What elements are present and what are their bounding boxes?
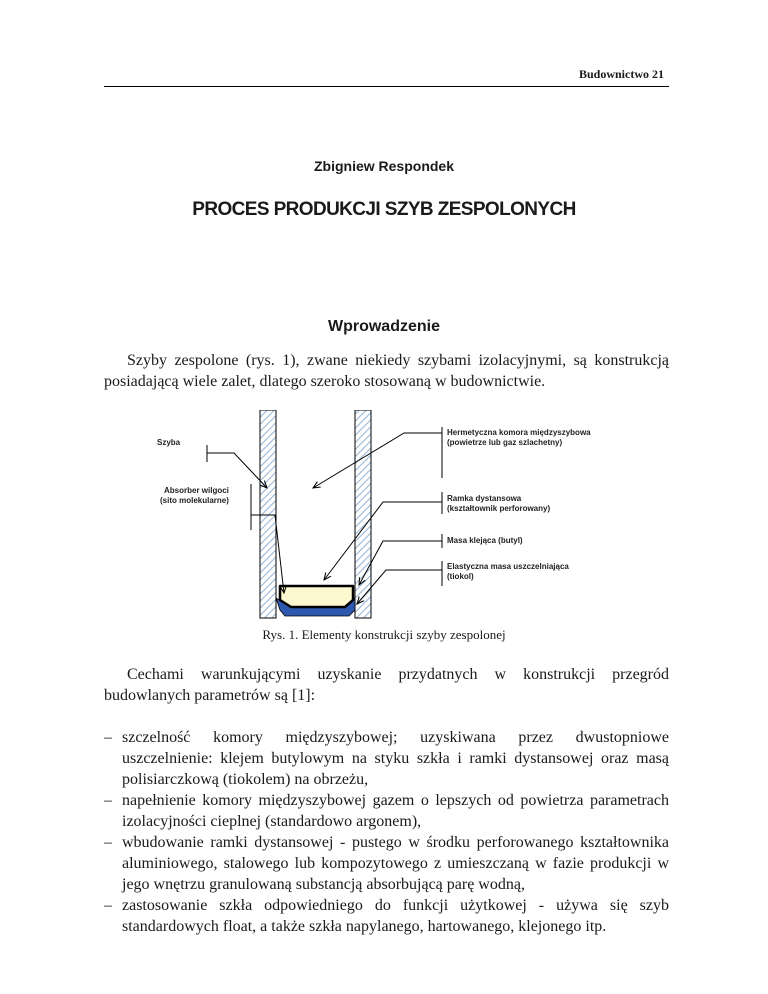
spacer-frame [280,586,353,607]
header-rule [104,86,669,87]
conditions-list [104,727,669,937]
list-item: – wbudowanie ramki dystansowej - pustego w środku perforowanego kształtownika aluminiowego, stalowego lub kompozytowego z umieszczaną w fazie produkcji w jego wnętrzu granulowaną substancją absorbującą parę wodną, [104,832,669,895]
label-sealant: Elastyczna masa uszczelniająca (tiokol) [447,562,569,581]
article-title: PROCES PRODUKCJI SZYB ZESPOLONYCH [192,199,576,220]
conditions-paragraph: Cechami warunkującymi uzyskanie przydatnych w konstrukcji przegród budowlanych parametrów są [1]: [104,666,669,704]
list-item: – szczelność komory międzyszybowej; uzyskiwana przez dwustopniowe uszczelnienie: klejem butylowym na styku szkła i ramki dystansowej oraz masą polisiarczkową (tiokolem) na obrzeżu, [104,727,669,790]
label-adhesive: Masa klejąca (butyl) [447,536,523,545]
figure-glazing-unit [104,410,669,630]
running-head: Budownictwo 21 [578,67,664,81]
right-glass-pane [355,410,371,618]
label-desiccant: Absorber wilgoci (sito molekularne) [160,486,229,505]
section-heading: Wprowadzenie [327,318,440,335]
author-name: Zbigniew Respondek [313,158,454,174]
list-item: – napełnienie komory międzyszybowej gazem o lepszych od powietrza parametrach izolacyjności cieplnej (standardowo argonem), [104,790,669,832]
label-spacer: Ramka dystansowa (kształtownik perforowany) [447,494,551,513]
label-chamber: Hermetyczna komora międzyszybowa (powietrze lub gaz szlachetny) [447,428,591,447]
intro-paragraph: Szyby zespolone (rys. 1), zwane niekiedy szybami izolacyjnymi, są konstrukcją posiadającą wiele zalet, dlatego szeroko stosowaną w budownictwie. [104,352,669,390]
figure-caption: Rys. 1. Elementy konstrukcji szyby zespolonej [262,627,506,642]
left-glass-pane [260,410,276,618]
list-item: – zastosowanie szkła odpowiedniego do funkcji użytkowej - używa się szyb standardowych float, a także szkła napylanego, hartowanego, klejonego itp. [104,895,669,937]
label-pane: Szyba [157,438,181,447]
